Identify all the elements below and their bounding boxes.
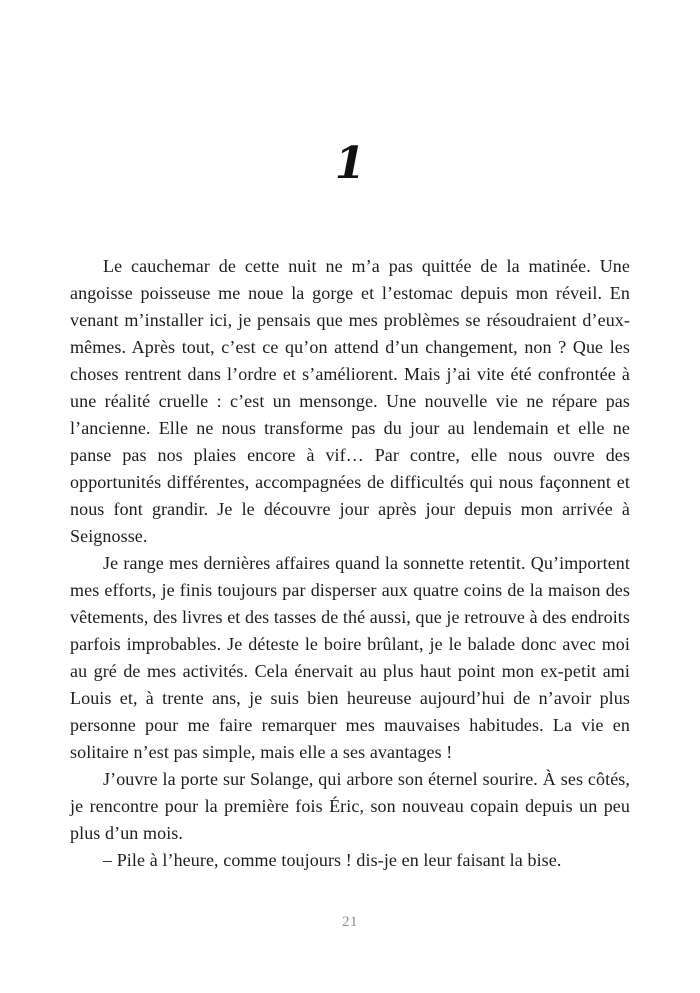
page-number: 21	[342, 914, 358, 930]
paragraph: Le cauchemar de cette nuit ne m’a pas quittée de la matinée. Une angoisse poisseuse me noue la gorge et l’estomac depuis mon réveil. En venant m’installer ici, je pensais que mes problèmes se résoudraient d’eux-mêmes. Après tout, c’est ce qu’on attend d’un changement, non ? Que les choses rentrent dans l’ordre et s’améliorent. Mais j’ai vite été confrontée à une réalité cruelle : c’est un mensonge. Une nouvelle vie ne répare pas l’ancienne. Elle ne nous transforme pas du jour au lendemain et elle ne panse pas nos plaies encore à vif… Par contre, elle nous ouvre des opportunités différentes, accompagnées de difficultés qui nous façonnent et nous font grandir. Je le découvre jour après jour depuis mon arrivée à Seignosse.	[70, 256, 630, 546]
body-text	[70, 253, 630, 874]
paragraph: – Pile à l’heure, comme toujours ! dis-je en leur faisant la bise.	[103, 850, 562, 870]
paragraph: J’ouvre la porte sur Solange, qui arbore son éternel sourire. À ses côtés, je rencontre pour la première fois Éric, son nouveau copain depuis un peu plus d’un mois.	[70, 769, 630, 843]
paragraph: Je range mes dernières affaires quand la sonnette retentit. Qu’importent mes efforts, je finis toujours par disperser aux quatre coins de la maison des vêtements, des livres et des tasses de thé aussi, que je retrouve à des endroits parfois improbables. Je déteste le boire brûlant, je le balade donc avec moi au gré de mes activités. Cela énervait au plus haut point mon ex-petit ami Louis et, à trente ans, je suis bien heureuse aujourd’hui de n’avoir plus personne pour me faire remarquer mes mauvaises habitudes. La vie en solitaire n’est pas simple, mais elle a ses avantages !	[70, 553, 630, 762]
chapter-number: 1	[334, 138, 366, 189]
